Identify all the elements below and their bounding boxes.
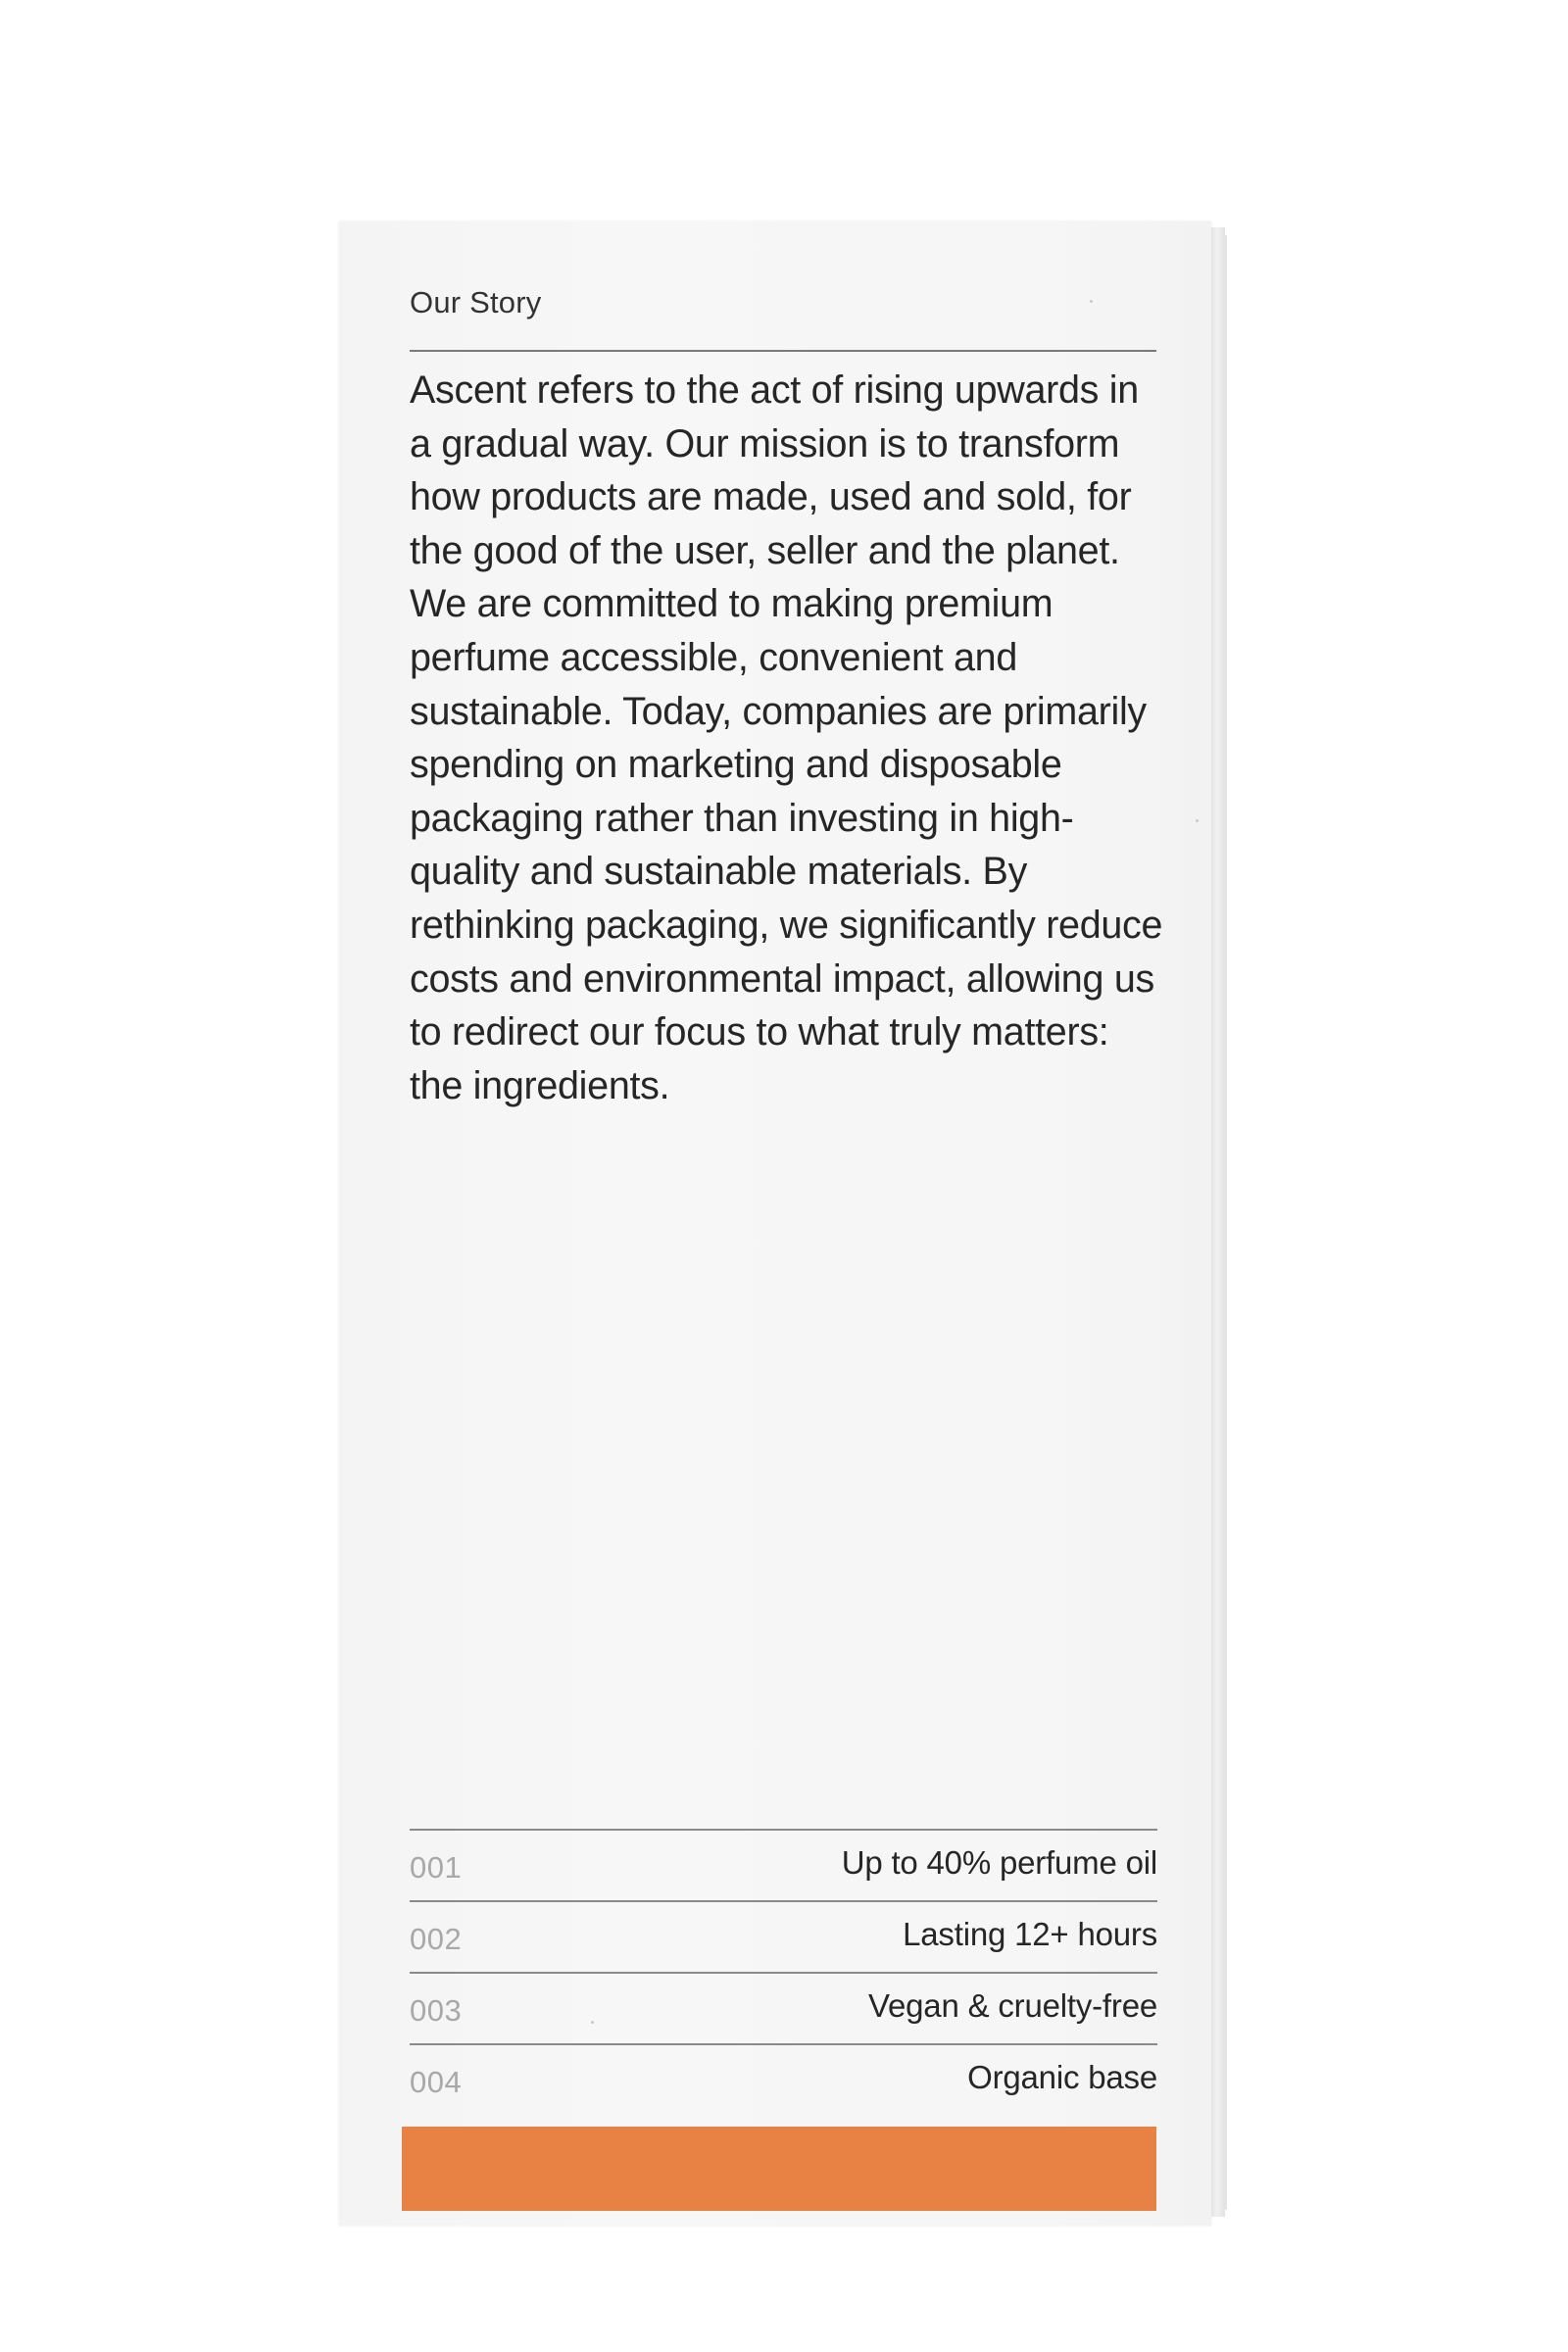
section-title: Our Story bbox=[410, 285, 542, 319]
feature-row bbox=[410, 2043, 1157, 2115]
feature-number: 004 bbox=[410, 2065, 463, 2099]
feature-label: Organic base bbox=[967, 2059, 1157, 2095]
surface-speck bbox=[591, 2021, 594, 2024]
feature-number: 002 bbox=[410, 1922, 463, 1956]
feature-label: Up to 40% perfume oil bbox=[841, 1844, 1157, 1881]
box-edge-shadow bbox=[1225, 235, 1227, 2210]
surface-speck bbox=[1196, 819, 1199, 822]
feature-number: 001 bbox=[410, 1850, 463, 1885]
title-divider bbox=[410, 350, 1156, 352]
feature-number: 003 bbox=[410, 1993, 463, 2028]
feature-label: Lasting 12+ hours bbox=[903, 1916, 1157, 1952]
orange-color-band bbox=[402, 2127, 1156, 2211]
feature-row bbox=[410, 1829, 1157, 1900]
feature-label: Vegan & cruelty-free bbox=[868, 1987, 1157, 2024]
surface-speck bbox=[1090, 300, 1093, 303]
box-side-edge bbox=[1211, 227, 1225, 2217]
story-paragraph: Ascent refers to the act of rising upwards in a gradual way. Our mission is to transform how products are made, used and sold, for the good of the user, seller and the planet. We are committed to making premium perfume accessible, convenient and sustainable. Today, companies are primarily spending on marketing and disposable packaging rather than investing in high-quality and sustainable materials. By rethinking packaging, we significantly reduce costs and environmental impact, allowing us to redirect our focus to what truly matters: the ingredients. bbox=[410, 368, 1163, 1107]
feature-row bbox=[410, 1900, 1157, 1972]
feature-list bbox=[410, 1829, 1157, 2115]
feature-row bbox=[410, 1972, 1157, 2043]
